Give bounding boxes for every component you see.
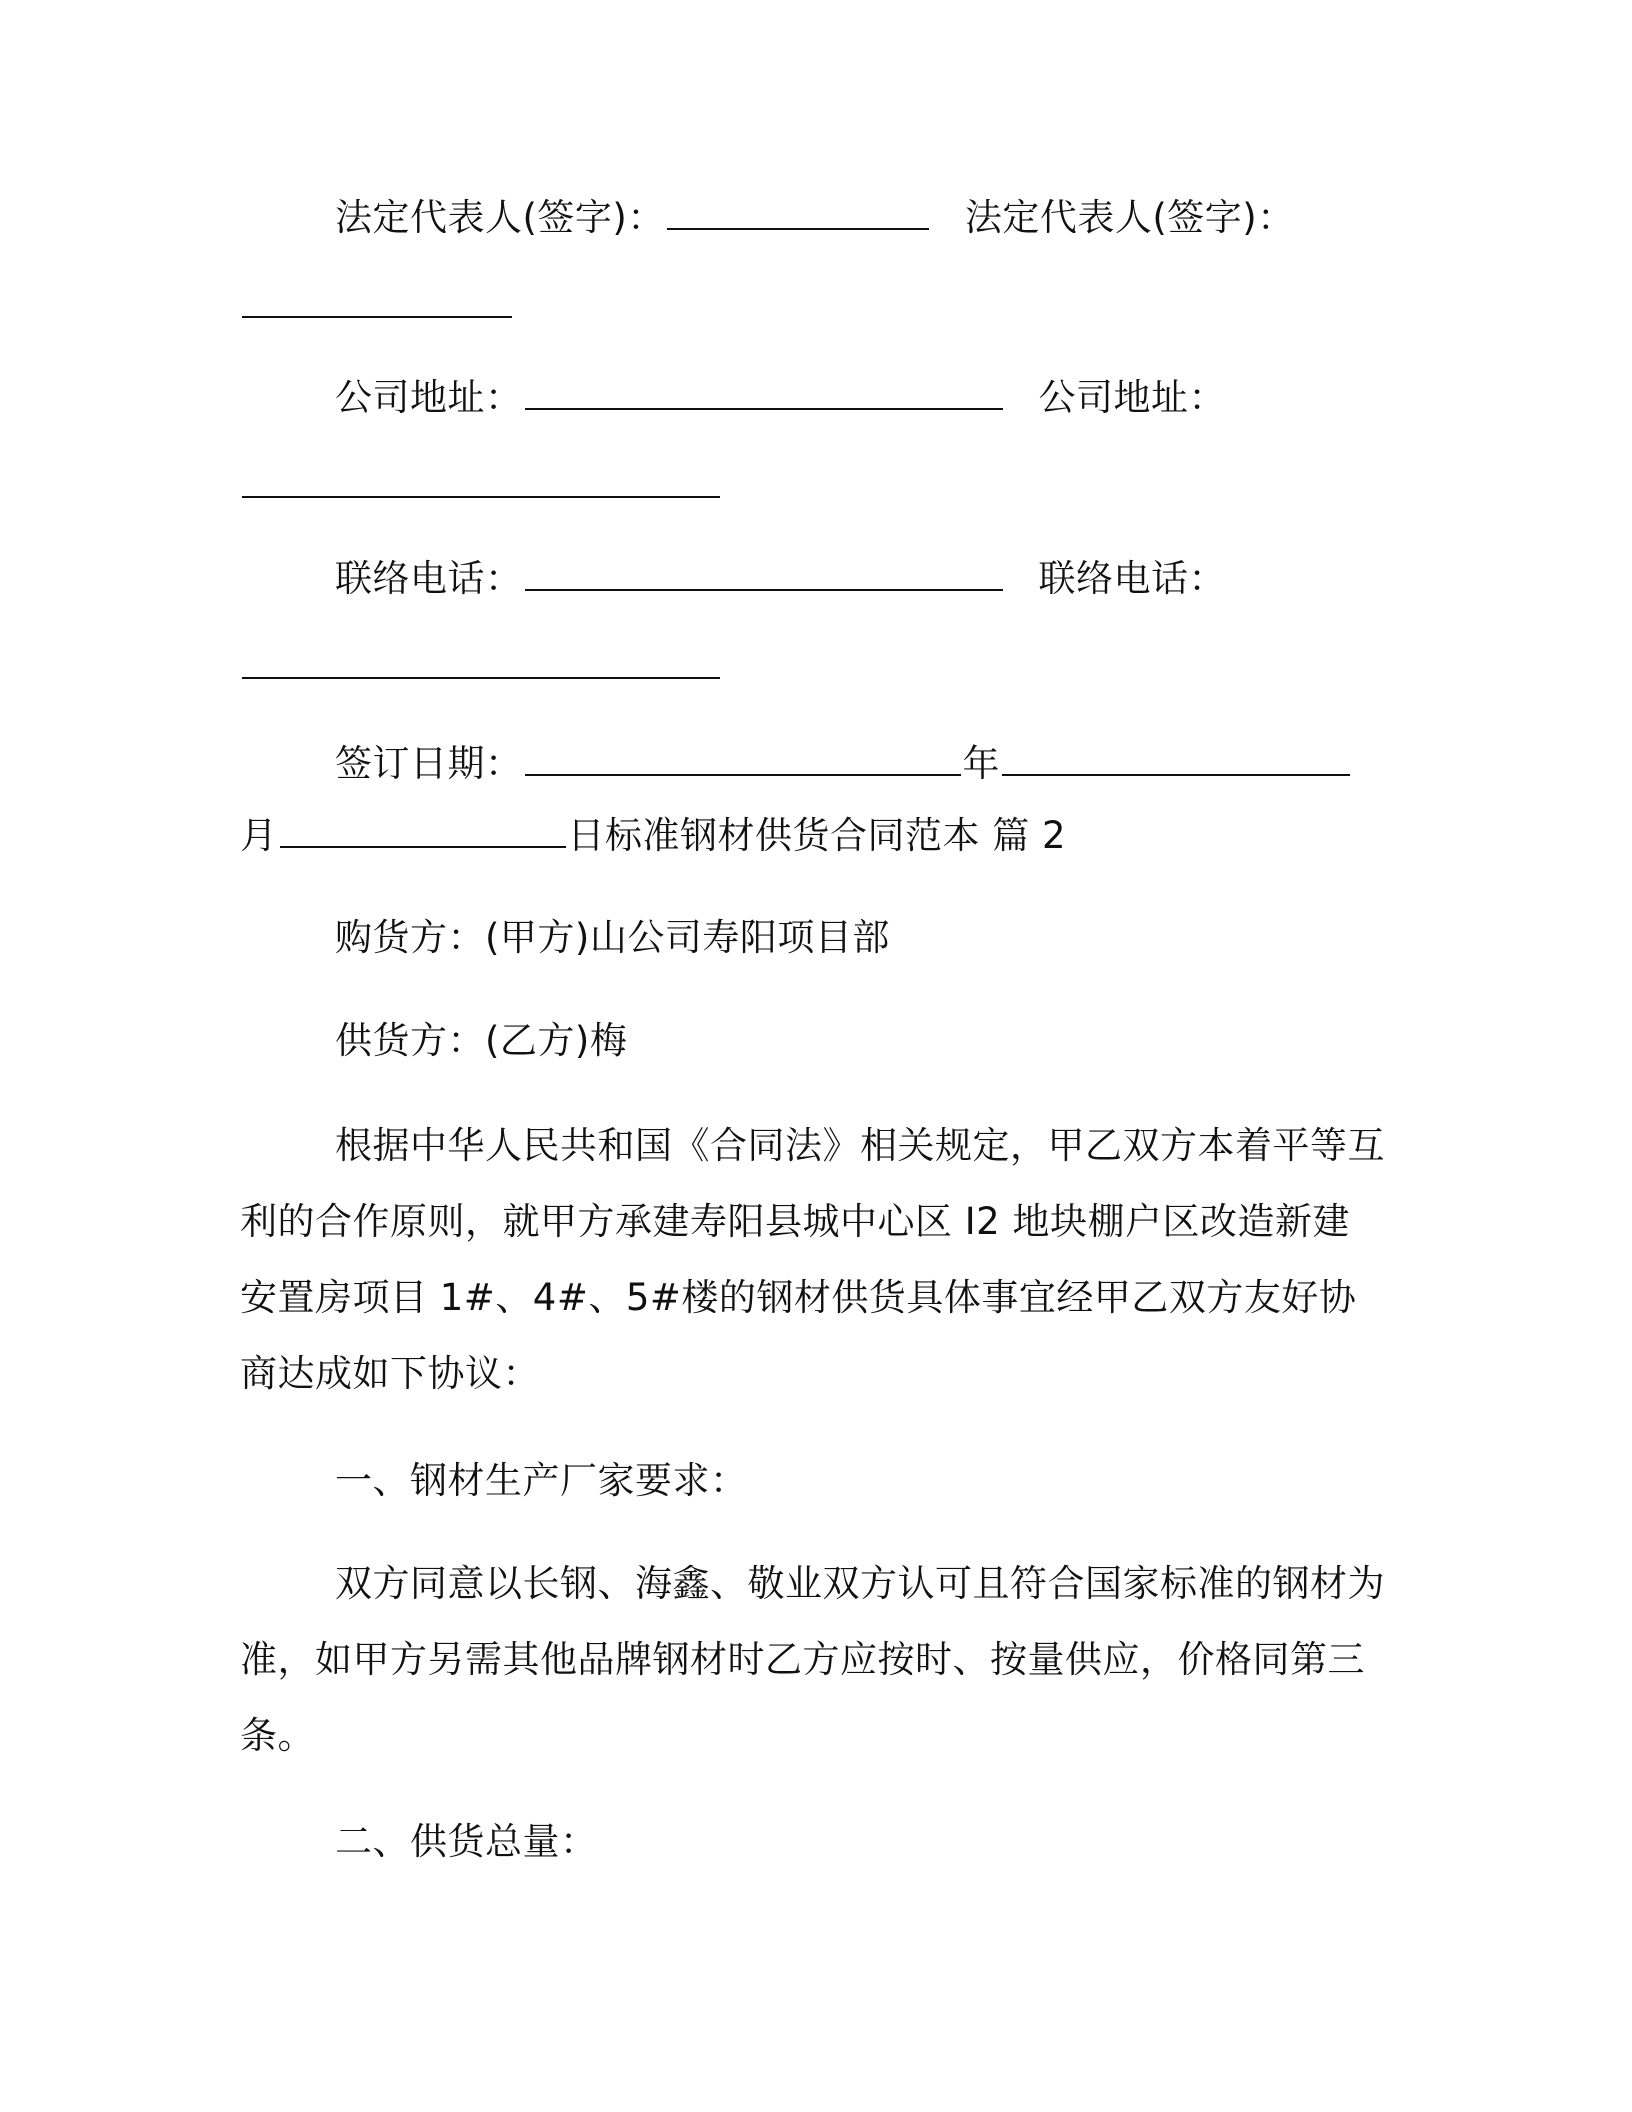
year-blank [525, 738, 961, 776]
phone-blank-b [242, 677, 720, 679]
address-label-a: 公司地址： [335, 376, 523, 419]
legal-rep-line [335, 192, 1295, 243]
month-label: 月 [240, 814, 278, 857]
legal-rep-label-a: 法定代表人(签字)： [335, 196, 665, 239]
address-label-b: 公司地址： [1038, 376, 1226, 419]
section1-title: 一、钢材生产厂家要求： [335, 1459, 748, 1502]
day-blank [280, 810, 566, 848]
phone-line [335, 553, 1226, 604]
legal-rep-label-b: 法定代表人(签字)： [964, 196, 1295, 239]
phone-label-b: 联络电话： [1038, 557, 1226, 600]
intro-paragraph: 根据中华人民共和国《合同法》相关规定，甲乙双方本着平等互利的合作原则，就甲方承建寿阳县城中心区 I2 地块棚户区改造新建安置房项目 1#、4#、5#楼的钢材供货具体事宜经甲乙双方友好协商达成如下协议： [240, 1124, 1385, 1395]
year-label: 年 [962, 742, 1000, 785]
supplier-line: 供货方：(乙方)梅 [335, 1019, 628, 1062]
month-day-line [240, 810, 1066, 861]
address-line [335, 372, 1226, 423]
address-blank-b [242, 496, 720, 498]
section2-title: 二、供货总量： [335, 1820, 598, 1863]
sign-date-line [335, 738, 1352, 789]
address-blank-a [525, 372, 1003, 410]
section1-body: 双方同意以长钢、海鑫、敬业双方认可且符合国家标准的钢材为准，如甲方另需其他品牌钢材时乙方应按时、按量供应，价格同第三条。 [240, 1562, 1385, 1757]
phone-label-a: 联络电话： [335, 557, 523, 600]
legal-rep-blank-a [667, 192, 929, 230]
buyer-line: 购货方：(甲方)山公司寿阳项目部 [335, 916, 890, 959]
section-heading-piece-2: 日标准钢材供货合同范本 篇 2 [567, 814, 1067, 857]
phone-blank-a [525, 553, 1003, 591]
month-blank-lead [1002, 738, 1350, 776]
sign-date-label: 签订日期： [335, 742, 523, 785]
legal-rep-blank-b [242, 316, 512, 318]
